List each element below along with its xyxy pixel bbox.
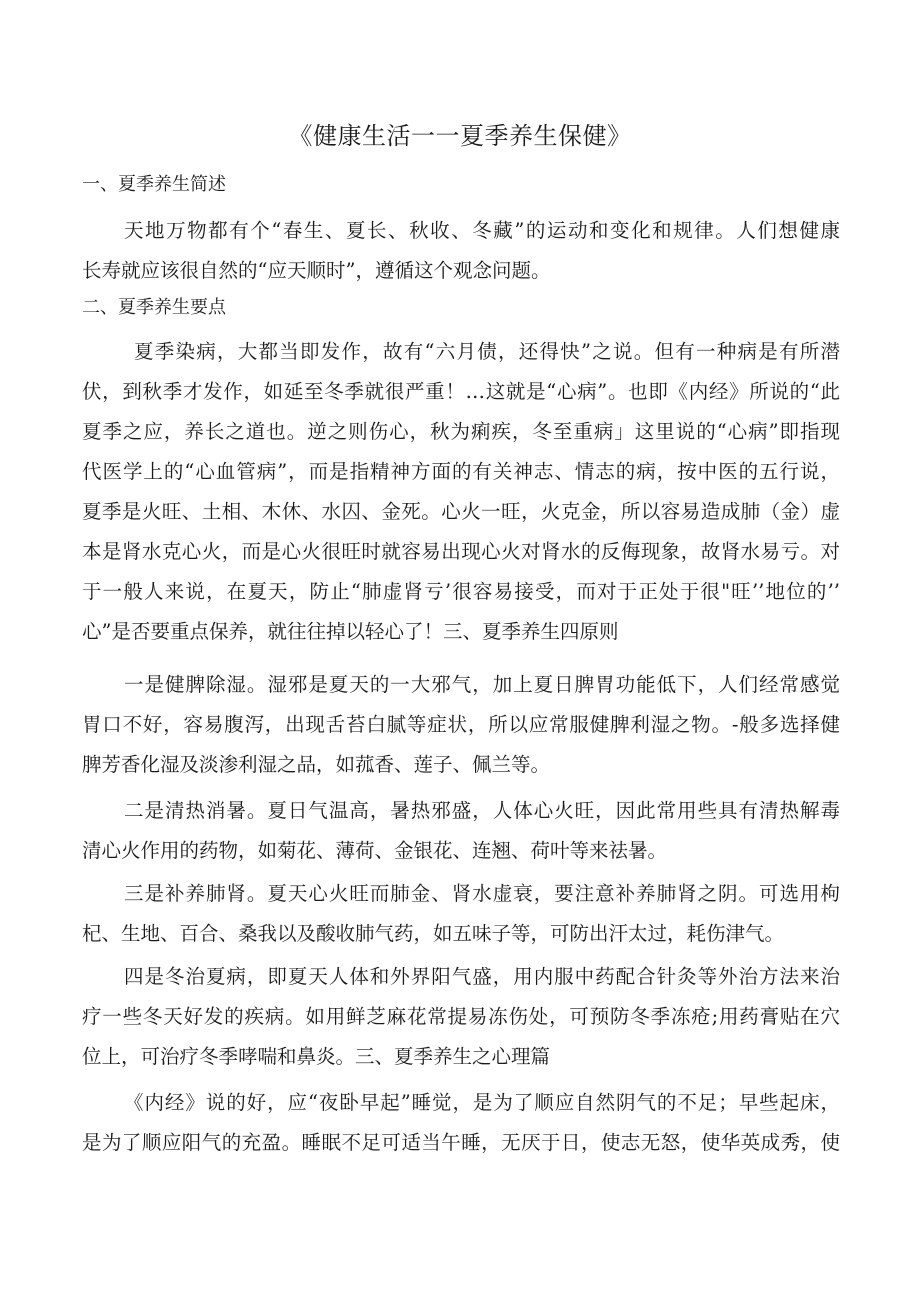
paragraph-line: 脾芳香化湿及淡渗利湿之品，如菰香、莲子、佩兰等。	[82, 753, 551, 776]
paragraph-line: 疗一些冬天好发的疾病。如用鲜芝麻花常提易冻伤处，可预防冬季冻疮;用药膏贴在穴	[82, 1005, 840, 1028]
section-heading-key-points: 二、夏季养生要点	[82, 297, 226, 318]
paragraph-line: 代医学上的“心血管病”，而是指精神方面的有关神志、情志的病，按中医的五行说，	[82, 460, 840, 483]
paragraph-line: 清心火作用的药物，如菊花、薄荷、金银花、连翘、荷叶等来祛暑。	[82, 839, 668, 862]
paragraph-line: 夏季之应，养长之道也。逆之则伤心，秋为痢疾，冬至重病」这里说的“心病”即指现	[82, 420, 840, 443]
paragraph-line: 天地万物都有个“春生、夏长、秋收、冬藏”的运动和变化和规律。人们想健康	[124, 219, 840, 242]
paragraph-line: 《内经》说的好，应“夜卧早起”睡觉，是为了顺应自然阴气的不足；早些起床，	[124, 1091, 840, 1114]
paragraph-line: 夏季是火旺、土相、木休、水囚、金死。心火一旺，火克金，所以容易造成肺（金）虚	[82, 500, 840, 523]
paragraph-overview	[82, 211, 840, 291]
paragraph-line: 长寿就应该很自然的“应天顺时”，遵循这个观念问题。	[82, 259, 551, 282]
paragraph-line: 于一般人来说，在夏天，防止“肺虚肾亏’很容易接受，而对于正处于很"旺’’地位的’’	[82, 580, 840, 603]
section-heading-overview: 一、夏季养生简述	[82, 174, 226, 195]
paragraph-psychology	[82, 1083, 840, 1163]
paragraph-line: 胃口不好，容易腹泻，出现舌苔白腻等症状，所以应常服健脾利湿之物。-般多选择健	[82, 713, 840, 736]
paragraph-line: 一是健脾除湿。湿邪是夏天的一大邪气，加上夏日脾胃功能低下，人们经常感觉	[124, 673, 840, 696]
paragraph-line: 位上，可治疗冬季哮喘和鼻炎。三、夏季养生之心理篇	[82, 1045, 551, 1068]
paragraph-line: 四是冬治夏病，即夏天人体和外界阳气盛，用内服中药配合针灸等外治方法来治	[124, 965, 840, 988]
paragraph-principle-lung-kidney	[82, 874, 840, 954]
paragraph-line: 夏季染病，大都当即发作，故有“六月债，还得快”之说。但有一种病是有所潜	[134, 340, 840, 363]
paragraph-line: 二是清热消暑。夏日气温高，暑热邪盛，人体心火旺，因此常用些具有清热解毒	[124, 799, 840, 822]
paragraph-principle-spleen	[82, 665, 840, 785]
paragraph-line: 杞、生地、百合、桑我以及酸收肺气药，如五味子等，可防出汗太过，耗伤津气。	[82, 922, 785, 945]
paragraph-principle-heat	[82, 791, 840, 871]
paragraph-principle-winter	[82, 957, 840, 1077]
paragraph-line: 三是补养肺肾。夏天心火旺而肺金、肾水虚衰，要注意补养肺肾之阴。可选用枸	[124, 882, 840, 905]
document-title: 《健康生活一一夏季养生保健》	[288, 122, 632, 150]
paragraph-line: 是为了顺应阳气的充盈。睡眠不足可适当午睡，无厌于日，使志无怒，使华英成秀，使	[82, 1131, 840, 1154]
paragraph-line: 本是肾水克心火，而是心火很旺时就容易出现心火对肾水的反侮现象，故肾水易亏。对	[82, 540, 840, 563]
paragraph-line: 伏，到秋季才发作，如延至冬季就很严重！…这就是“心病”。也即《内经》所说的“此	[82, 380, 840, 403]
paragraph-heart-disease	[82, 332, 840, 652]
paragraph-line: 心”是否要重点保养，就往往掉以轻心了！三、夏季养生四原则	[82, 620, 619, 643]
